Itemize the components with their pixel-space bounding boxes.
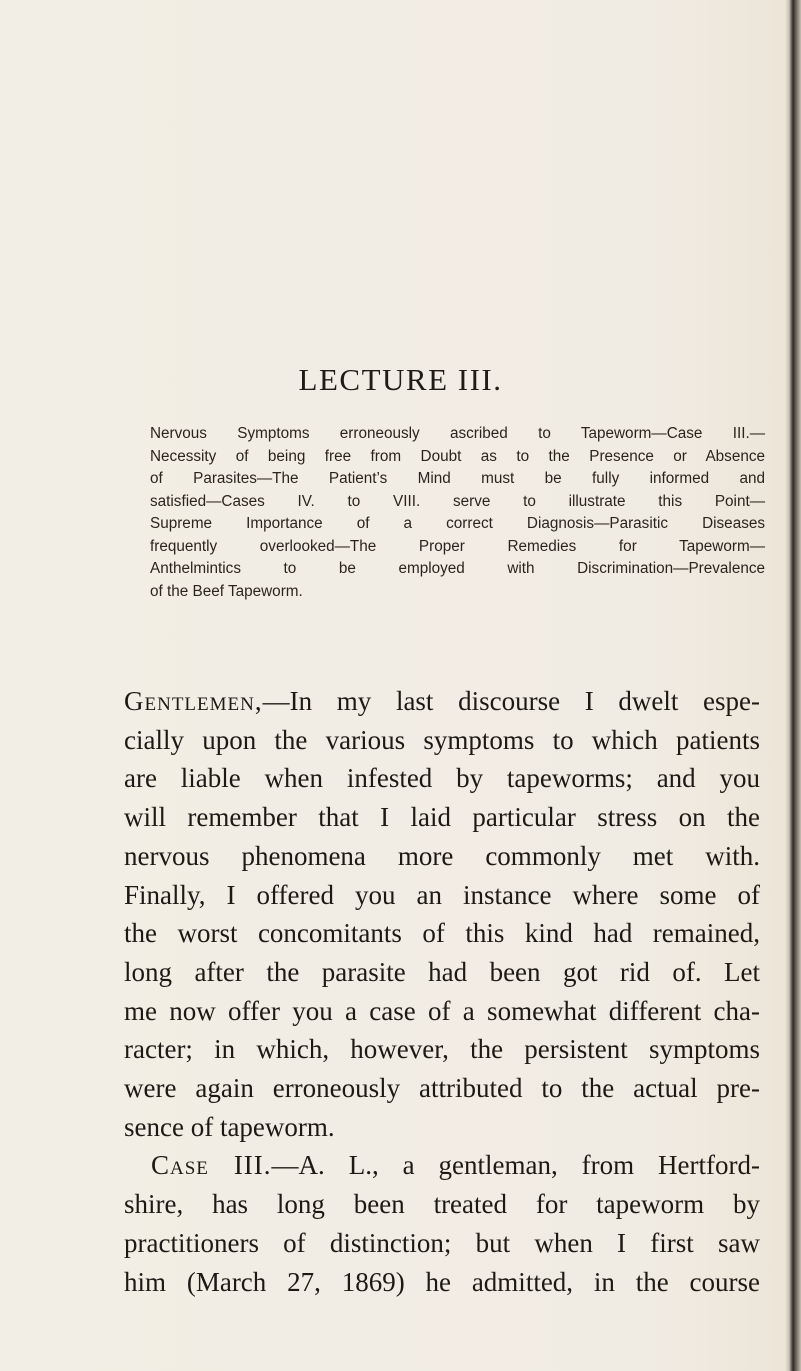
case-heading: Case III.	[151, 1150, 272, 1181]
page-edge-shadow	[785, 0, 801, 1371]
summary-line: Supreme Importance of a correct Diagnosis—Parasitic Diseases	[150, 515, 765, 532]
summary-line: frequently overlooked—The Proper Remedies for Tapeworm—	[150, 537, 765, 555]
body-line: nervous phenomena more commonly met with.	[124, 840, 760, 871]
case-line-text: —A. L., a gentleman, from Hertford-	[271, 1150, 760, 1181]
body-line: Finally, I offered you an instance where some of	[124, 879, 760, 910]
summary-line: Nervous Symptoms erroneously ascribed to Tapeworm—Case III.—	[150, 425, 765, 442]
salutation: Gentlemen,	[124, 686, 263, 716]
case-line: him (March 27, 1869) he admitted, in the course	[124, 1266, 760, 1297]
body-line	[124, 682, 760, 721]
summary-line: of Parasites—The Patient’s Mind must be fully informed and	[150, 470, 765, 487]
body-line: will remember that I laid particular stress on the	[124, 802, 760, 833]
body-line: are liable when infested by tapeworms; and you	[124, 763, 760, 794]
case-line: shire, has long been treated for tapeworm by	[124, 1189, 760, 1220]
case-line: practitioners of distinction; but when I first saw	[124, 1227, 760, 1258]
summary-line: Anthelmintics to be employed with Discrimination—Prevalence	[150, 560, 765, 577]
summary-line: of the Beef Tapeworm.	[150, 582, 303, 600]
body-line-text: —In my last discourse I dwelt espe-	[262, 686, 760, 716]
body-line: were again erroneously attributed to the actual pre-	[124, 1073, 760, 1104]
case-line	[124, 1146, 760, 1185]
body-line: cially upon the various symptoms to which patients	[124, 724, 760, 755]
summary-line: satisfied—Cases IV. to VIII. serve to illustrate this Point—	[150, 492, 765, 510]
summary-line: Necessity of being free from Doubt as to the Presence or Absence	[150, 447, 765, 465]
body-line: long after the parasite had been got rid of. Let	[124, 956, 760, 987]
body-line: racter; in which, however, the persistent symptoms	[124, 1034, 760, 1065]
body-line: sence of tapeworm.	[124, 1111, 335, 1142]
body-line: me now offer you a case of a somewhat different cha-	[124, 995, 760, 1026]
lecture-title: LECTURE III.	[298, 362, 503, 397]
lecture-body	[124, 682, 760, 1301]
body-line: the worst concomitants of this kind had remained,	[124, 918, 760, 949]
chapter-summary	[150, 423, 765, 603]
